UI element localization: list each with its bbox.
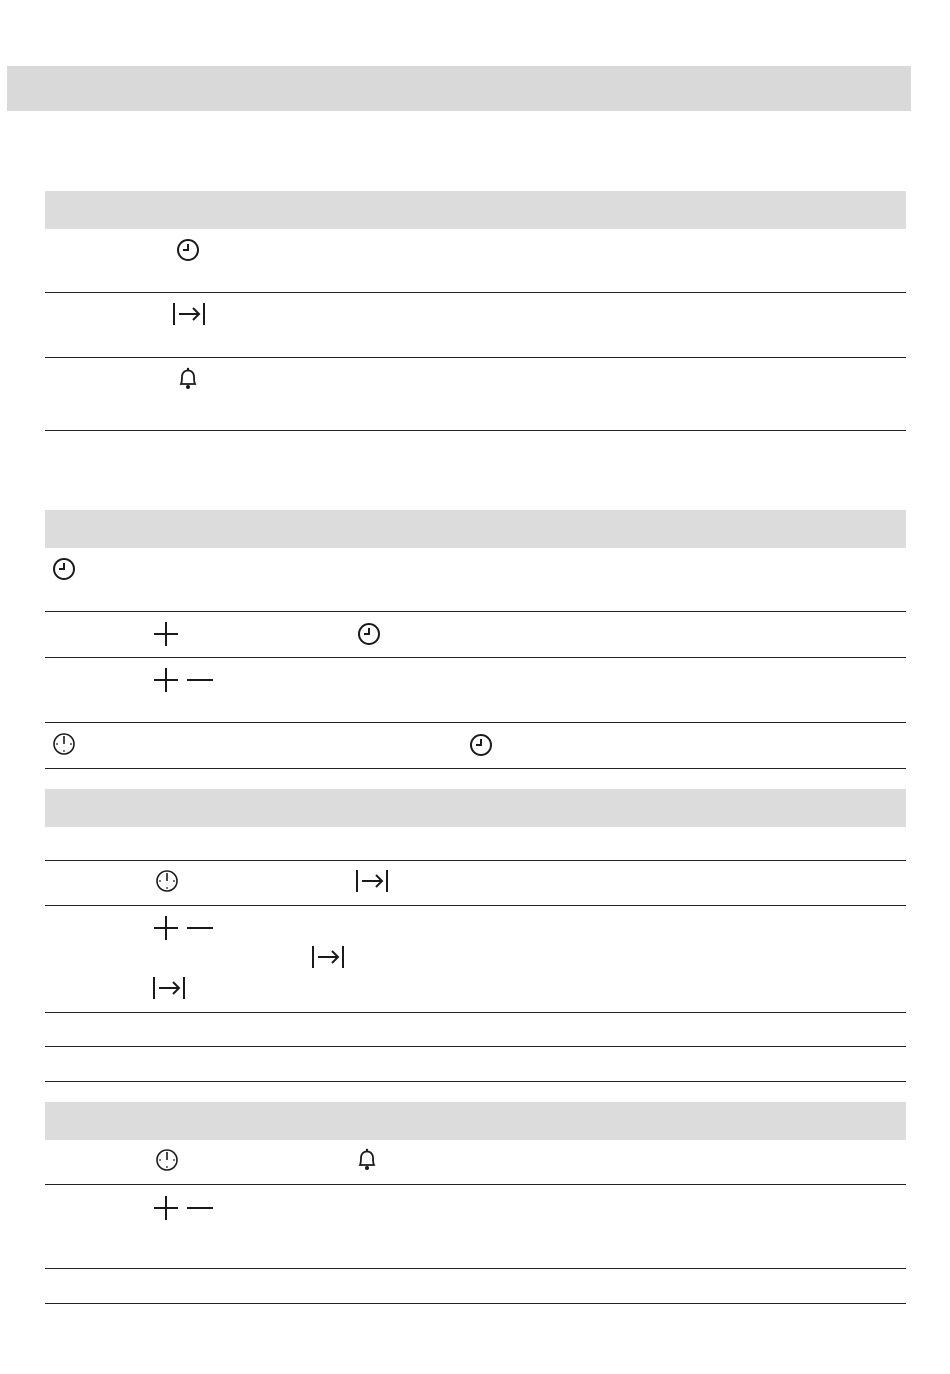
- row-divider: [45, 905, 906, 906]
- minus-icon: [186, 667, 214, 693]
- clock-icon: [52, 557, 76, 581]
- bell-icon: [356, 1148, 378, 1172]
- row-divider: [45, 611, 906, 612]
- row-divider: [45, 1268, 906, 1269]
- clock-icon: [469, 733, 493, 757]
- row-divider: [45, 292, 906, 293]
- page-header: [7, 66, 911, 111]
- row-divider: [45, 1184, 906, 1185]
- row-divider: [45, 657, 906, 658]
- arrow-to-bar-icon: [311, 945, 345, 969]
- row-divider: [45, 357, 906, 358]
- row-divider: [45, 1012, 906, 1013]
- row-divider: [45, 722, 906, 723]
- clock-icon: [357, 622, 381, 646]
- clock-icon: [176, 238, 200, 262]
- arrow-to-bar-icon: [172, 302, 206, 326]
- arrow-to-bar-icon: [152, 976, 186, 1000]
- plus-icon: [153, 1195, 179, 1221]
- row-divider: [45, 1046, 906, 1047]
- minus-icon: [186, 1195, 214, 1221]
- section-header-1: [45, 191, 906, 229]
- timer-dial-icon: [155, 869, 179, 893]
- plus-icon: [153, 915, 179, 941]
- row-divider: [45, 430, 906, 431]
- plus-icon: [153, 667, 179, 693]
- section-header-3: [45, 789, 906, 827]
- timer-dial-icon: [52, 732, 76, 756]
- row-divider: [45, 1081, 906, 1082]
- minus-icon: [186, 915, 214, 941]
- row-divider: [45, 1303, 906, 1304]
- timer-dial-icon: [155, 1148, 179, 1172]
- section-header-4: [45, 1102, 906, 1140]
- bell-icon: [177, 367, 199, 391]
- arrow-to-bar-icon: [355, 869, 389, 893]
- section-header-2: [45, 510, 906, 548]
- plus-icon: [153, 621, 179, 647]
- row-divider: [45, 768, 906, 769]
- row-divider: [45, 860, 906, 861]
